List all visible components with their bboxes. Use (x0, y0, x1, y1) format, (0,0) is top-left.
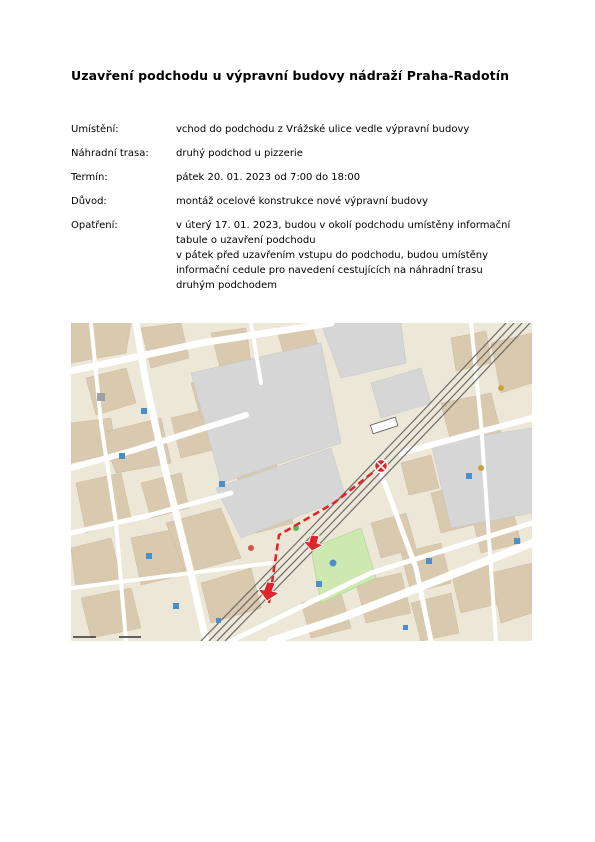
info-value-line: pátek 20. 01. 2023 od 7:00 do 18:00 (176, 172, 361, 183)
info-row-reason (71, 194, 531, 209)
info-value-line: vchod do podchodu z Vrážské ulice vedle výpravní budovy (176, 124, 470, 135)
info-row-date (71, 170, 531, 185)
map-image (71, 323, 532, 641)
info-value-line: informační cedule pro navedení cestujících na náhradní trasu (176, 265, 483, 276)
closed-passage-icon (375, 460, 388, 473)
info-value (176, 122, 531, 137)
info-value (176, 218, 531, 293)
info-value-line: v úterý 17. 01. 2023, budou v okolí podchodu umístěny informační (176, 220, 511, 231)
info-label: Důvod: (71, 196, 107, 207)
info-row-measures (71, 218, 531, 293)
info-value-line: v pátek před uzavřením vstupu do podchodu, budou umístěny (176, 250, 489, 261)
info-value (176, 170, 531, 185)
info-row-detour (71, 146, 531, 161)
info-value-line: druhým podchodem (176, 280, 277, 291)
info-value-line: druhý podchod u pizzerie (176, 148, 303, 159)
document-title: Uzavření podchodu u výpravní budovy nádraží Praha-Radotín (71, 68, 510, 83)
info-label: Umístění: (71, 124, 119, 135)
map-svg (71, 323, 532, 641)
info-label: Opatření: (71, 220, 118, 231)
info-table (71, 122, 531, 302)
info-value (176, 146, 531, 161)
info-value-line: montáž ocelové konstrukce nové výpravní budovy (176, 196, 429, 207)
info-label: Náhradní trasa: (71, 148, 149, 159)
info-value-line: tabule o uzavření podchodu (176, 235, 316, 246)
info-value (176, 194, 531, 209)
info-label: Termín: (71, 172, 108, 183)
info-row-location (71, 122, 531, 137)
